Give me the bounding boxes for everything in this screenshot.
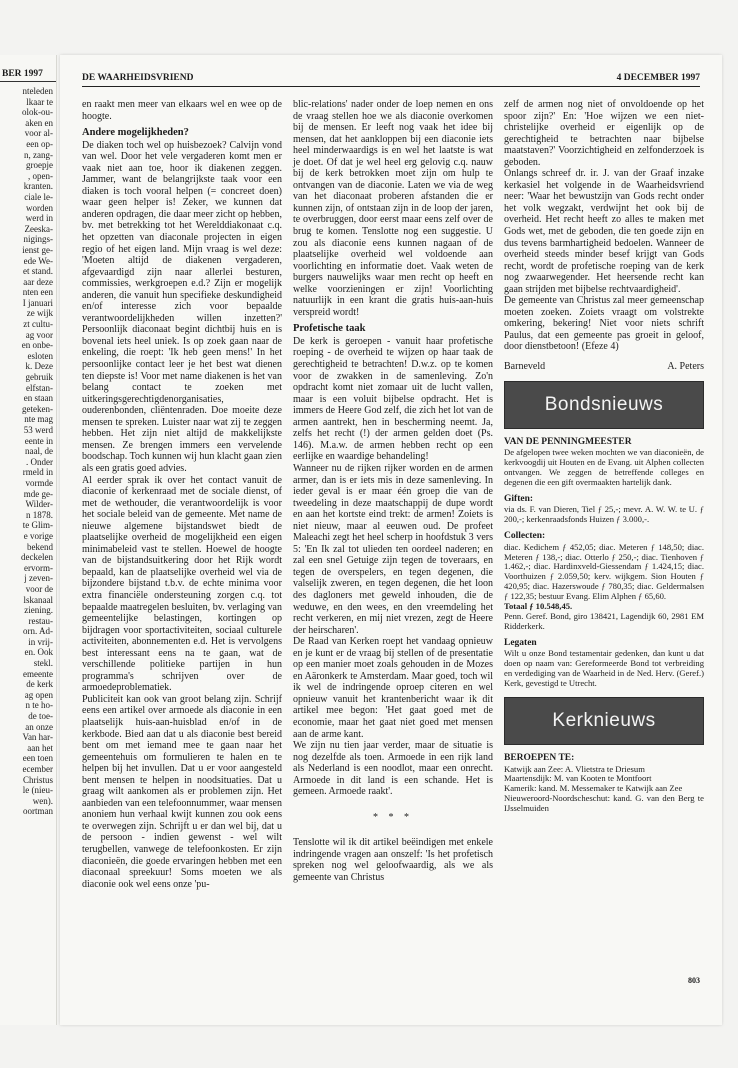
subheading: Giften: (504, 493, 534, 504)
paragraph: De gemeente van Christus zal meer gemeenschap moeten zoeken. Zoiets vraagt om volstrekte omkering, bekering! Niet voor niets schrift Paulus, dat een gemeente pas groeit in geloof, door dienstbetoon! (Efeze 4) (504, 295, 704, 353)
list-item: Kamerik: kand. M. Messemaker te Katwijk aan Zee (504, 783, 683, 794)
text-fragment: kranten. (23, 181, 53, 192)
text-fragment: restau- (28, 615, 53, 626)
text-fragment: 53 werd (23, 425, 53, 435)
bank-details: Penn. Geref. Bond, giro 138421, Lagendijk 60, 2981 EM Ridderkerk. (504, 611, 704, 631)
text-fragment: Zeeska- (24, 223, 53, 234)
paragraph: De afgelopen twee weken mochten we van diaconieën, de kerkvoogdij uit Houten en de Evang. uit Alphen collecten ontvangen. We zeggen de betreffende colleges en degenen die een gift overmaakten hartelijk dank. (504, 447, 704, 487)
text-fragment: geteken- (22, 403, 53, 414)
text-fragment: een op- (26, 138, 53, 149)
text-fragment: vormde (25, 477, 53, 488)
signature-name: A. Peters (667, 361, 704, 373)
text-fragment: ervorm- (24, 562, 53, 573)
total-amount: Totaal ƒ 10.548,45. (504, 601, 573, 612)
paragraph: Onlangs schreef dr. ir. J. van der Graaf inzake kerkasiel het volgende in de Waarheidsvriend neer: 'Waar het bewustzijn van Gods recht onder het volk wegzakt, verdwijnt het ook bij de overheid. Het recht heeft zo alles te maken met Gods wet, met de geboden, die ten goede zijn en dus tevens barmhartigheid bedoelen. Wanneer de overheid steeds minder besef krijgt van Gods recht, wordt de profetische roeping van de kerk nog zwaarwegender. Het heersende recht kan gaan strijden met bijbelse rechtvaardigheid'. (504, 168, 704, 295)
newspaper-page (60, 55, 722, 1025)
paragraph: Publiciteit kan ook van groot belang zijn. Schrijf eens een artikel over armoede als diaconie in een plaatselijk huis-aan-huisblad en/of in de kerkbode. Bied aan dat u als diaconie best bereid bent om met iemand mee te gaan naar het gemeentehuis om formulieren te halen en te helpen bij het invullen. Dat u er voor aangesteld bent mensen te helpen in noodsituaties. Dat u graag wilt aankomen als er problemen zijn. Het aanbieden van een telefoonnummer, waar mensen anoniem hun verhaal kwijt kunnen zou ook eens te overwegen zijn. Schrijft u er dan wel bij, dat u de persoon - indien gewenst - wel wilt terugbellen, vanwege de telefoonkosten. Er zijn diaconieën, die goede ervaringen hebben met een diaconaal spreekuur! Soms moeten we als diaconie ook wel eens onze 'pu- (82, 693, 282, 890)
text-fragment: nten een (22, 287, 53, 298)
section-heading: Andere mogelijkheden? (82, 127, 189, 139)
signature-place: Barneveld (504, 361, 546, 373)
text-fragment: an onze (25, 721, 53, 732)
text-fragment: olok-ou- (22, 107, 53, 118)
paragraph: De diaken toch wel op huisbezoek? Calvijn vond van wel. Door het vele vergaderen komt men er vaak niet aan toe, hoor ik diakenen zeggen. Jammer, want de belangrijkste taak voor een diaken is toch vooral helpen (= concreet doen) waar geen helper is! Zeker, we kunnen dat anderen opdragen, die daar meer zicht op hebben, bv. met betrekking tot het Werelddiakonaat c.q. het opzetten van diaconale projecten in eigen regio of het eigen land. Mijn vraag is wel deze: 'Moeten altijd de diakenen vergaderen, afgevaardigd zijn naar allerlei besturen, commissies, werkgroepen e.d.? Zijn er mogelijk anderen, die vanuit hun specifieke deskundigheid en/of interesse zich voor bepaalde verantwoordelijkheden willen inzetten?' Persoonlijk diaconaat begint dichtbij huis en is bovenal iets heel uniek. Is op zoek gaan naar de enkeling, die roept: 'Ik heb geen mens!' In het persoonlijke contact leer je het best wat dienen ten diepste is! Voor met name diakenen is het van belang contact te zoeken met uitkeringsgerechtigdenorganisaties, ouderenbonden, cliëntenraden. Doe moeite deze mensen te spreken. Luister naar wat zij te zeggen hebben. Het zijn niet altijd de makkelijkste mensen. Ze brengen immers een vervelende boodschap. Toch kunnen wij hun klacht gaan zien als een gratis goed advies. (82, 139, 282, 474)
paragraph: We zijn nu tien jaar verder, maar de situatie is nog dezelfde als toen. Armoede in een rijk land als Nederland is een noodlot, maar een onrecht. Armoede in dit land is een schande. Het is gemeen. Armoede raakt'. (293, 740, 493, 798)
text-fragment: esloten (27, 350, 53, 361)
section-banner-kerknieuws (504, 697, 704, 745)
text-fragment: deckelen (21, 552, 53, 563)
text-fragment: rmeld in (22, 467, 53, 478)
text-fragment: nteleden (22, 86, 53, 96)
text-fragment: ede We- (23, 255, 53, 266)
paragraph: De kerk is geroepen - vanuit haar profetische roeping - de overheid te wijzen op haar taak de gerechtigheid te betrachten! D.w.z. op te komen voor de zwakken in de samenleving. Zo'n opdracht komt niet zomaar uit de lucht vallen, maar is een voluit bijbelse opdracht. Het is immers de Heere God zelf, die zich het lot van de armen aantrekt, hen in bescherming neemt. Ja, zelfs het recht (!) der armen gelden doet (Ps. 146). M.a.w. de armen hebben recht op een eerlijke en waardige behandeling! (293, 335, 493, 463)
column-2 (293, 99, 493, 884)
text-fragment: ciale le- (24, 191, 53, 202)
text-fragment: voor de (25, 583, 53, 594)
text-fragment: aar deze (23, 276, 53, 287)
paragraph: Tenslotte wil ik dit artikel beëindigen met enkele indringende vragen aan onszelf: 'Is het profetisch spreken nog wel geloofwaardig, als we als gemeente van Christus (293, 837, 493, 883)
text-fragment: ag open (24, 689, 53, 700)
column-1 (82, 99, 282, 890)
beroepen-list (504, 765, 704, 815)
text-fragment: en staan (23, 393, 53, 404)
text-fragment: le (nieu- (22, 785, 53, 796)
banner-title: Kerknieuws (552, 710, 656, 732)
text-fragment: de toe- (28, 711, 53, 722)
text-fragment: groepje (26, 160, 53, 171)
page-number: 803 (688, 976, 700, 985)
text-fragment: worden (26, 202, 53, 213)
text-fragment: lskanaal (23, 594, 53, 605)
list-item: Katwijk aan Zee: A. Vlietstra te Driesum (504, 763, 645, 774)
section-banner-bondsnieuws (504, 381, 704, 429)
subheading: Legaten (504, 637, 537, 648)
column-3 (504, 99, 704, 814)
publication-date: 4 DECEMBER 1997 (616, 73, 700, 83)
text-fragment: . Onder (26, 456, 53, 467)
section-separator: * * * (373, 811, 413, 823)
paragraph: via ds. F. van Dieren, Tiel ƒ 25,-; mevr. A. W. W. te U. ƒ 200,-; kerkenraadsfonds Huizen ƒ 3.000,-. (504, 504, 704, 525)
fragment-list (0, 86, 56, 817)
text-fragment: wen). (32, 795, 53, 806)
text-fragment: gebruik (25, 372, 53, 383)
text-fragment: nte mag (24, 414, 53, 425)
text-fragment: ziening. (24, 605, 53, 616)
text-fragment: Wilder- (25, 499, 53, 510)
paragraph: De Raad van Kerken roept het vandaag opnieuw en je kunt er de vraag bij stellen of de presentatie op een manier moet zoals gehouden in de Mozes en Aäronkerk te Amsterdam. Maar goed, toch wil ik wel de indringende oproep citeren en wel opnieuw vanuit het krantenbericht waar ik dit artikel mee begon: 'Het gaat goed met de economie, maar het gaat niet goed met mensen aan de arme kant. (293, 636, 493, 740)
paragraph: Wanneer nu de rijken rijker worden en de armen armer, dan is er iets mis in deze samenleving. In ieder geval is er maar één groep die van de tweedeling in deze maatschappij de dupe wordt en aan het kortste eind trekt: de armen! Zoiets is niet nieuw, maar al eeuwen oud. De profeet Maleachi zegt het heel scherp in hoofdstuk 3 vers 5: 'En Ik zal tot ulieden ten oordeel naderen; en zal een snel Getuige zijn tegen de toveraars, en tegen de overspelers, en tegen degenen, die valselijk zweren, en tegen degenen, die het loon des dagloners met geweld inhouden, die de weduwe, en den wees, en den vreemdeling het recht verkeren, en mij niet vrezen, zegt de Heere der heirscharen'. (293, 462, 493, 636)
banner-title: Bondsnieuws (544, 393, 664, 415)
text-fragment: naal, de (25, 446, 53, 457)
text-fragment: aan het (27, 742, 53, 753)
text-fragment: een toen (22, 753, 53, 764)
text-fragment: elfstan- (26, 382, 53, 393)
header-rule (0, 81, 56, 82)
text-fragment: en. Ook (24, 647, 53, 658)
text-fragment: ienst ge- (22, 244, 53, 255)
text-fragment: ag voor (25, 329, 53, 340)
list-item: Nieuweroord-Noordscheschut: kand. G. van den Berg te IJsselmuiden (504, 793, 704, 814)
text-fragment: oortman (23, 806, 53, 817)
text-fragment: ze wijk (26, 308, 53, 319)
intro-paragraph: en raakt men meer van elkaars wel en wee op de hoogte. (82, 99, 282, 122)
text-fragment: aken en (25, 117, 53, 128)
page-header (82, 73, 700, 87)
text-fragment: k. Deze (25, 361, 53, 372)
list-item: Maartensdijk: M. van Kooten te Montfoort (504, 773, 652, 784)
text-fragment: , open- (28, 170, 53, 181)
text-fragment: n te ho- (25, 700, 53, 711)
previous-page-fragment (0, 55, 57, 1025)
previous-page-header: BER 1997 (2, 69, 43, 79)
section-heading: Profetische taak (293, 323, 366, 335)
text-fragment: orn. Ad- (23, 626, 53, 637)
text-fragment: j zeven- (24, 573, 53, 584)
text-fragment: n, zang- (24, 149, 53, 160)
subheading: Collecten: (504, 531, 546, 542)
author-signature (504, 361, 704, 373)
text-fragment: werd in (25, 213, 53, 224)
text-fragment: lkaar te (26, 96, 53, 107)
paragraph: zelf de armen nog niet of onvoldoende op het spoor zijn?' En: 'Hoe wijzen we een niet-christelijke overheid er eigenlijk op de gerechtigheid te betrachten naar bijbelse maatstaven?' Voorzichtigheid en zelfonderzoek is geboden. (504, 99, 704, 168)
text-fragment: nigings- (23, 234, 53, 245)
text-fragment: in vrij- (28, 636, 53, 647)
text-fragment: I januari (22, 297, 53, 308)
text-fragment: Van har- (22, 732, 53, 743)
text-fragment: emeente (23, 668, 53, 679)
text-fragment: stekl. (33, 658, 53, 669)
text-fragment: et stand. (23, 266, 53, 277)
text-fragment: de kerk (26, 679, 53, 690)
paragraph: Al eerder sprak ik over het contact vanuit de diaconie of kerkenraad met de sociale dienst, of met de wethouder, die verantwoordelijk is voor het sociale beleid van de gemeente. Met name de nieuwe algemene bijstandswet biedt de plaatselijke overheid de mogelijkheid een eigen minimabeleid vast te stellen. Hoewel de hoogte van de bijstandsuitkering door het Rijk wordt bepaald, kan de plaatselijke overheid wel via de bijzondere bijstand t.b.v. de echte minima voor extra financiële ondersteuning zorgen c.q. tot bepaalde maatregelen besluiten, bv. verlaging van gemeentelijke belastingen, kortingen op bijdragen voor sportactiviteiten, sociaal culturele activiteiten, abonnementen e.d. Het is vervolgens best interessant eens na te gaan, wat de verschillende politieke partijen in hun programma's schrijven over de armoedeproblematiek. (82, 474, 282, 694)
text-fragment: en onbe- (21, 340, 53, 351)
subheading: VAN DE PENNINGMEESTER (504, 436, 632, 447)
subheading: BEROEPEN TE: (504, 752, 575, 763)
text-fragment: te Glim- (22, 520, 53, 531)
text-fragment: e vorige (23, 530, 53, 541)
publication-title: DE WAARHEIDSVRIEND (82, 73, 194, 83)
text-fragment: ecember (22, 764, 53, 774)
text-fragment: eente in (24, 435, 53, 446)
text-fragment: Christus (22, 774, 53, 785)
paragraph: blic-relations' nader onder de loep nemen en ons de vraag stellen hoe we als diaconie overkomen bij de mensen. Er leeft nog vaak het idee bij mensen, dat het aankloppen bij een diaconie iets heel minderwaardigs is en wel het laatste is wat je doet. Of dat je wel heel erg gelovig c.q. nauw bij de kerk betrokken moet zijn om hulp te ontvangen van de diaconie. Laten we via de weg van het diaconaat proberen afstanden die er kunnen zijn, of ontstaan zijn in de loop der jaren, te overbruggen, door eerst maar eens zelf over de brug te komen. Tenslotte nog een suggestie. U zou als diaconie eens kunnen nagaan of de plaatselijke overheid wel voldoende aan voorlichting en informatie doet. Vaak weten de burgers nauwelijks waar men recht op heeft en welke voorzieningen er zijn! Voorlichting natuurlijk in een krant die gratis huis-aan-huis verspreid wordt! (293, 99, 493, 318)
text-fragment: mde ge- (23, 488, 53, 499)
text-fragment: voor al- (24, 128, 53, 139)
paragraph: diac. Kedichem ƒ 452,05; diac. Meteren ƒ 148,50; diac. Meteren ƒ 138,-; diac. Otterlo ƒ 250,-; diac. Tienhoven ƒ 1.462,-; diac. Hardinxveld-Giessendam ƒ 1.424,15; diac. Voorthuizen ƒ 2.059,50; kerv. wijkgem. Sion Houten ƒ 420,95; diac. Hazerswoude ƒ 780,35; diac. Geldermalsen ƒ 122,35; bestuur Evang. Elim Alphen ƒ 65,60. (504, 541, 704, 602)
paragraph: Wilt u onze Bond testamentair gedenken, dan kunt u dat doen op naam van: Gereformeerde Bond tot verbreiding en verdediging van de Waarheid in de Ned. Herv. (Geref.) Kerk, gevestigd te Utrecht. (504, 648, 704, 689)
text-fragment: bekend (27, 541, 53, 552)
text-fragment: n 1878. (26, 509, 53, 520)
text-fragment: zt cultu- (23, 319, 53, 330)
